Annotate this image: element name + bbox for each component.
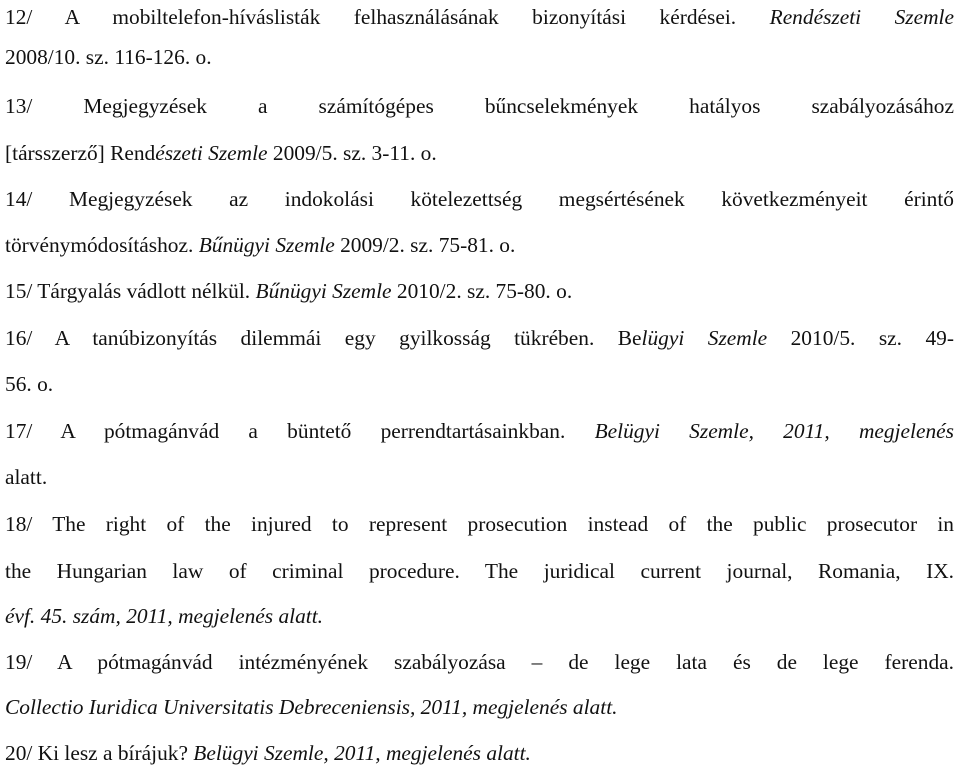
reference-text: 19/ A pótmagánvád intézményének szabályozása – de lege lata és de lege ferenda. <box>5 650 954 674</box>
ref-13-line-2 <box>5 138 954 168</box>
ref-16-line-1 <box>5 323 954 353</box>
reference-italic-text: Rendészeti Szemle <box>769 5 954 29</box>
reference-italic-text: Bűnügyi Szemle <box>255 279 392 303</box>
ref-14-line-2 <box>5 230 954 260</box>
reference-italic-text: lügyi Szemle <box>641 326 768 350</box>
ref-18-line-3 <box>5 601 954 631</box>
reference-text: 18/ The right of the injured to represent prosecution instead of the public prosecutor in <box>5 512 954 536</box>
ref-18-line-1 <box>5 509 954 539</box>
reference-italic-text: észeti Szemle <box>155 141 268 165</box>
reference-italic-text: évf. 45. szám, 2011, megjelenés alatt. <box>5 604 324 628</box>
reference-text: 16/ A tanúbizonyítás dilemmái egy gyilkosság tükrében. Be <box>5 326 642 350</box>
ref-16-line-2 <box>5 369 954 399</box>
ref-13-line-1 <box>5 91 954 121</box>
reference-text: 12/ A mobiltelefon-híváslisták felhasználásának bizonyítási kérdései. <box>5 5 770 29</box>
reference-text: [társszerző] Rend <box>5 141 156 165</box>
ref-17-line-2 <box>5 462 954 492</box>
reference-text: 2009/5. sz. 3-11. o. <box>267 141 437 165</box>
reference-text: 2008/10. sz. 116-126. o. <box>5 45 212 69</box>
reference-text: törvénymódosításhoz. <box>5 233 199 257</box>
ref-15-line-1 <box>5 276 954 306</box>
reference-italic-text: Collectio Iuridica Universitatis Debreceniensis, 2011, megjelenés alatt. <box>5 695 618 719</box>
ref-12-line-1 <box>5 2 954 32</box>
reference-italic-text: Belügyi Szemle, 2011, megjelenés <box>594 419 954 443</box>
ref-17-line-1 <box>5 416 954 446</box>
reference-text: 17/ A pótmagánvád a büntető perrendtartásainkban. <box>5 419 595 443</box>
reference-text: 56. o. <box>5 372 54 396</box>
reference-italic-text: Bűnügyi Szemle <box>198 233 335 257</box>
reference-text: 2009/2. sz. 75-81. o. <box>334 233 516 257</box>
ref-18-line-2 <box>5 556 954 586</box>
ref-14-line-1 <box>5 184 954 214</box>
reference-text: 2010/2. sz. 75-80. o. <box>391 279 573 303</box>
ref-19-line-2 <box>5 692 954 722</box>
reference-text: the Hungarian law of criminal procedure. The juridical current journal, Romania, IX. <box>5 559 954 583</box>
reference-text: alatt. <box>5 465 48 489</box>
reference-text: 13/ Megjegyzések a számítógépes bűncselekmények hatályos szabályozásához <box>5 94 954 118</box>
ref-12-line-2 <box>5 42 954 72</box>
reference-text: 14/ Megjegyzések az indokolási kötelezettség megsértésének következményeit érintő <box>5 187 954 211</box>
reference-text: 20/ Ki lesz a bírájuk? <box>5 741 194 765</box>
ref-20-line-1 <box>5 738 954 768</box>
ref-19-line-1 <box>5 647 954 677</box>
reference-italic-text: Belügyi Szemle, 2011, megjelenés alatt. <box>193 741 531 765</box>
reference-text: 15/ Tárgyalás vádlott nélkül. <box>5 279 256 303</box>
reference-text: 2010/5. sz. 49- <box>767 326 954 350</box>
